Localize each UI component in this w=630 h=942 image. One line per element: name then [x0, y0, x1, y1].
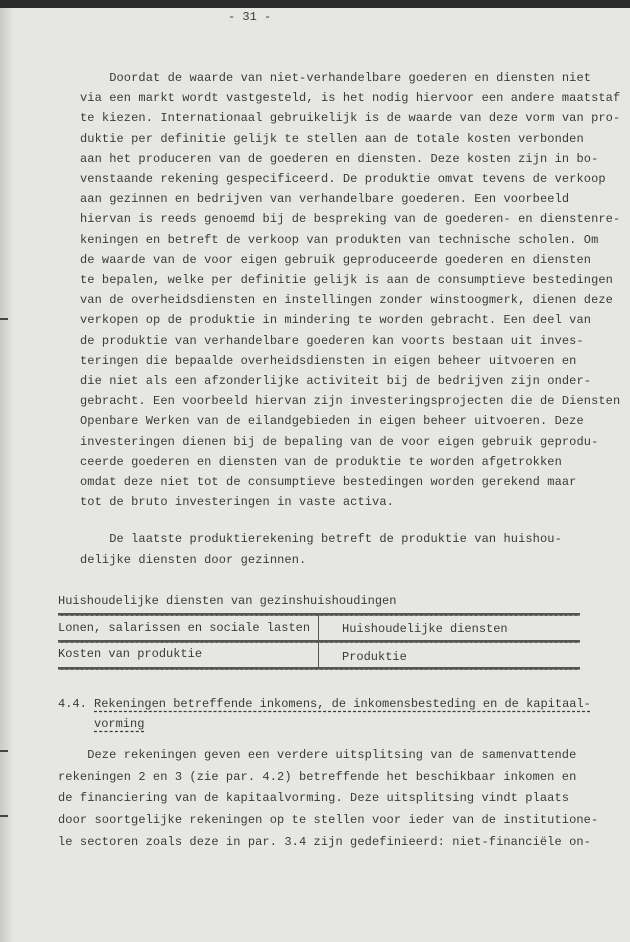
scan-top-border — [0, 0, 630, 8]
text-line: teringen die bepaalde overheidsdiensten in eigen beheer uitvoeren en — [80, 353, 577, 368]
text-line: keningen en betreft de verkoop van produkten van technische scholen. Om — [80, 232, 599, 247]
text-line: duktie per definitie gelijk te stellen aan de totale kosten verbonden — [80, 131, 584, 146]
text-line: delijke diensten door gezinnen. — [80, 553, 307, 567]
table-cell-right: Produktie — [342, 650, 407, 664]
table-cell-right: Huishoudelijke diensten — [342, 622, 508, 636]
text-line: venstaande rekening gespecificeerd. De produktie omvat tevens de verkoop — [80, 172, 606, 186]
page-number: - 31 - — [228, 10, 272, 24]
table-title: Huishoudelijke diensten van gezinshuishoudingen — [58, 594, 397, 608]
text-line: hiervan is reeds genoemd bij de bespreking van de goederen- en dienstenre- — [80, 212, 621, 227]
table-cell-left: Kosten van produktie — [58, 647, 203, 661]
text-line: aan het produceren van de goederen en diensten. Deze kosten zijn in bo- — [80, 151, 599, 166]
text-line: ceerde goederen en diensten van de produktie te worden afgetrokken — [80, 454, 562, 469]
text-line: Openbare Werken van de eilandgebieden in eigen beheer uitvoeren. Deze — [80, 414, 584, 429]
text-line: verkopen op de produktie in mindering te worden gebracht. Een deel van — [80, 313, 592, 328]
text-line: gebracht. Een voorbeeld hiervan zijn investeringsprojecten die de Diensten — [80, 394, 621, 409]
text-line: Doordat de waarde van niet-verhandelbare goederen en diensten niet — [80, 71, 592, 85]
table-cell-left: Lonen, salarissen en sociale lasten — [58, 621, 311, 635]
text-line: tot de bruto investeringen in vaste activa. — [80, 495, 394, 510]
table-rule — [58, 667, 580, 670]
text-line: Deze rekeningen geven een verdere uitsplitsing van de samenvattende — [58, 748, 577, 762]
table-rule — [58, 640, 580, 643]
text-line: omdat deze niet tot de consumptieve bestedingen worden gerekend maar — [80, 475, 577, 489]
margin-mark — [0, 815, 8, 817]
text-line: de financiering van de kapitaalvorming. Deze uitsplitsing vindt plaats — [58, 791, 570, 806]
scan-left-edge — [0, 8, 14, 942]
text-line: De laatste produktierekening betreft de produktie van huishou- — [80, 532, 562, 546]
text-line: de waarde van de voor eigen gebruik geproduceerde goederen en diensten — [80, 252, 592, 267]
text-line: van de overheidsdiensten en instellingen zonder winstoogmerk, dienen deze — [80, 293, 613, 308]
text-line: de produktie van verhandelbare goederen kan voorts bestaan uit inves- — [80, 333, 584, 348]
margin-mark — [0, 318, 8, 320]
section-title-line1: Rekeningen betreffende inkomens, de inkomensbesteding en de kapitaal- — [94, 697, 591, 711]
margin-mark — [0, 750, 8, 752]
table-rule — [58, 613, 580, 616]
text-line: te kiezen. Internationaal gebruikelijk is de waarde van deze vorm van pro- — [80, 111, 621, 126]
section-number: 4.4. — [58, 697, 87, 711]
text-line: aan gezinnen en bedrijven van verhandelbare goederen. Een voorbeeld — [80, 192, 570, 207]
text-line: te bepalen, welke per definitie gelijk is aan de consumptieve bestedingen — [80, 273, 613, 287]
text-line: door soortgelijke rekeningen op te stellen voor ieder van de institutione- — [58, 813, 599, 828]
text-line: investeringen dienen bij de bepaling van de voor eigen gebruik geprodu- — [80, 434, 599, 449]
text-line: via een markt wordt vastgesteld, is het nodig hiervoor een andere maatstaf — [80, 91, 621, 106]
text-line: die niet als een afzonderlijke activiteit bij de bedrijven zijn onder- — [80, 374, 592, 388]
text-line: le sectoren zoals deze in par. 3.4 zijn gedefinieerd: niet-financiële on- — [58, 834, 591, 849]
section-title-line2: vorming — [94, 717, 145, 731]
text-line: rekeningen 2 en 3 (zie par. 4.2) betreffende het beschikbaar inkomen en — [58, 769, 577, 784]
table-divider — [318, 614, 319, 668]
